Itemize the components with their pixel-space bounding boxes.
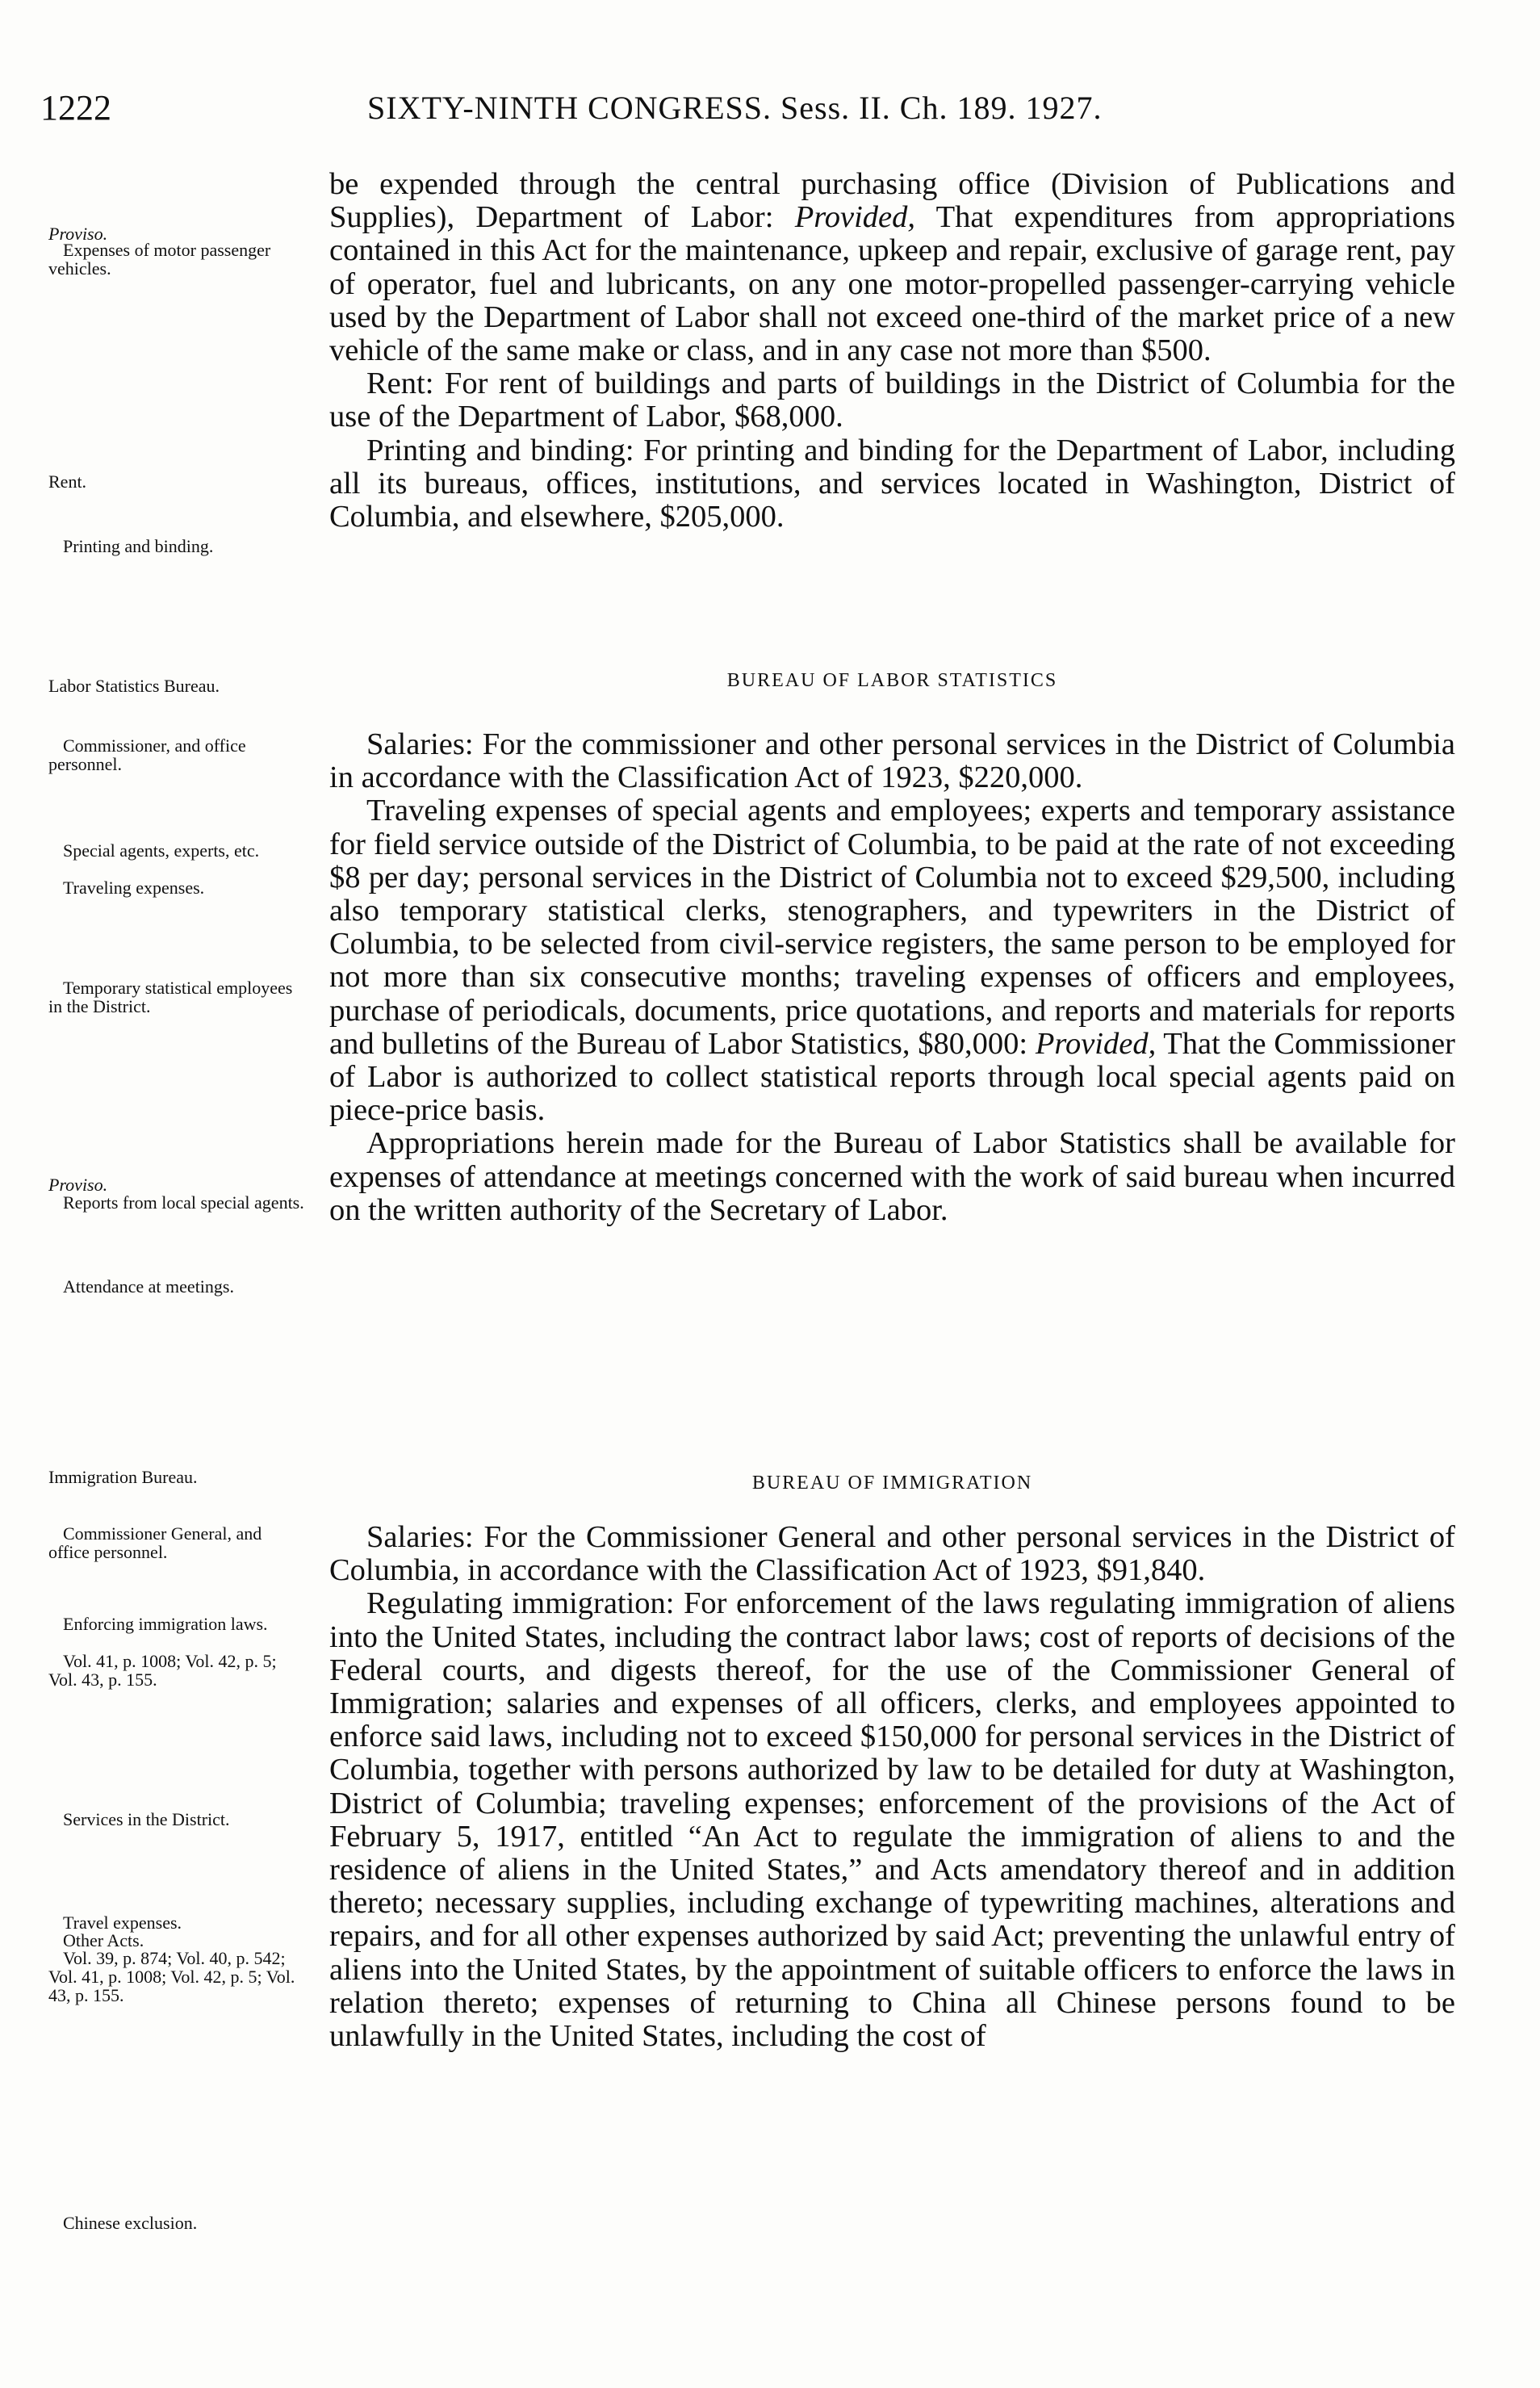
margin-note-local-agents: Reports from local special agents. [63, 1192, 304, 1213]
heading-labor-statistics: BUREAU OF LABOR STATISTICS [726, 670, 1058, 691]
paragraph-attendance: Appropriations herein made for the Bureau of Labor Statistics shall be available for expenses of attendance at meetings concerned with the work of said bureau when incurred on the written authority of the Secretary of Labor. [329, 1126, 1455, 1227]
margin-note-immigration-bureau: Immigration Bureau. [48, 1467, 198, 1487]
paragraph-printing: Printing and binding: For printing and binding for the Department of Labor, including all its bureaus, offices, institutions, and services located in Washington, District of Columbia, and elsewhere, $205,000. [329, 433, 1455, 534]
paragraph-regulating-immigration: Regulating immigration: For enforcement of the laws regulating immigration of aliens into the United States, including the contract labor laws; cost of reports of decisions of the Federal courts, and digests thereof, for the use of the Commissioner General of Immigration; salaries and expenses of all officers, clerks, and employees appointed to enforce said laws, including not to exceed $150,000 for personal services in the District of Columbia, together with persons authorized by law to be detailed for duty at Washington, District of Columbia; traveling expenses; enforcement of the provisions of the Act of February 5, 1917, entitled “An Act to regulate the immigration of aliens to and the residence of aliens in the United States,” and Acts amendatory thereof and in addition thereto; necessary supplies, including exchange of typewriting machines, alterations and repairs, and for all other expenses authorized by said Act; preventing the unlawful entry of aliens into the United States, by the appointment of suitable officers to enforce the laws in relation thereto; expenses of returning to China all Chinese persons found to be unlawfully in the United States, including the cost of [329, 1586, 1455, 2054]
body-section-labor [329, 168, 1455, 534]
margin-note-enforcing: Enforcing immigration laws. [63, 1614, 268, 1634]
margin-note-commissioner: Commissioner, and office personnel. [48, 735, 246, 774]
margin-note-citation-1: Vol. 41, p. 1008; Vol. 42, p. 5; Vol. 43, p. 155. [48, 1651, 277, 1690]
paragraph-motor-vehicles: be expended through the central purchasing office (Division of Publications and Supplies), Department of Labor: Provided, That expenditures from appropriations contained in this Act for the maintenance, upkeep and repair, exclusive of garage rent, pay of operator, fuel and lubricants, on any one motor-propelled passenger-carrying vehicle used by the Department of Labor shall not exceed one-third of the market price of a new vehicle of the same make or class, and in any case not more than $500. [329, 167, 1455, 368]
margin-note-proviso-2: Proviso. [48, 1175, 108, 1195]
margin-note-traveling-expenses: Traveling expenses. [63, 878, 205, 898]
paragraph-salaries-commissioner: Salaries: For the commissioner and other personal services in the District of Columbia in accordance with the Classification Act of 1923, $220,000. [329, 727, 1455, 795]
margin-note-printing: Printing and binding. [63, 536, 214, 556]
paragraph-rent: Rent: For rent of buildings and parts of buildings in the District of Columbia for the use of the Department of Labor, $68,000. [329, 367, 1455, 434]
margin-note-special-agents: Special agents, experts, etc. [63, 840, 260, 861]
margin-note-other-acts: Other Acts. [63, 1930, 144, 1950]
margin-note-attendance: Attendance at meetings. [63, 1276, 234, 1297]
paragraph-salaries-immigration: Salaries: For the Commissioner General and other personal services in the District of Columbia, in accordance with the Classification Act of 1923, $91,840. [329, 1520, 1455, 1588]
margin-note-motor-vehicles: Expenses of motor passenger vehicles. [48, 240, 271, 279]
margin-note-labor-statistics: Labor Statistics Bureau. [48, 676, 220, 696]
paragraph-traveling-expenses: Traveling expenses of special agents and employees; experts and temporary assistance for field service outside of the District of Columbia, to be paid at the rate of not exceeding $8 per day; personal services in the District of Columbia not to exceed $29,500, including also temporary statistical clerks, stenographers, and typewriters in the District of Columbia, to be selected from civil-service registers, the same person to be employed for not more than six consecutive months; traveling expenses of officers and employees, purchase of periodicals, documents, price quotations, and reports and materials for reports and bulletins of the Bureau of Labor Statistics, $80,000: Provided, That the Commissioner of Labor is authorized to collect statistical reports through local special agents paid on piece-price basis. [329, 794, 1455, 1128]
heading-immigration: BUREAU OF IMMIGRATION [751, 1473, 1033, 1494]
margin-note-travel-expenses: Travel expenses. [63, 1912, 182, 1933]
body-section-labor-statistics [329, 728, 1455, 1227]
margin-note-temporary-statistical: Temporary statistical employees in the District. [48, 978, 293, 1016]
running-head: SIXTY-NINTH CONGRESS. Sess. II. Ch. 189. 1927. [367, 90, 1103, 126]
margin-note-citation-2: Vol. 39, p. 874; Vol. 40, p. 542; Vol. 41, p. 1008; Vol. 42, p. 5; Vol. 43, p. 155. [48, 1948, 295, 2005]
margin-note-proviso: Proviso. [48, 224, 108, 244]
body-section-immigration [329, 1521, 1455, 2053]
page-number: 1222 [40, 88, 111, 128]
margin-note-rent: Rent. [48, 471, 87, 492]
margin-note-chinese-exclusion: Chinese exclusion. [63, 2213, 198, 2233]
margin-note-commissioner-general: Commissioner General, and office personnel. [48, 1523, 262, 1562]
margin-note-services-district: Services in the District. [63, 1809, 230, 1829]
